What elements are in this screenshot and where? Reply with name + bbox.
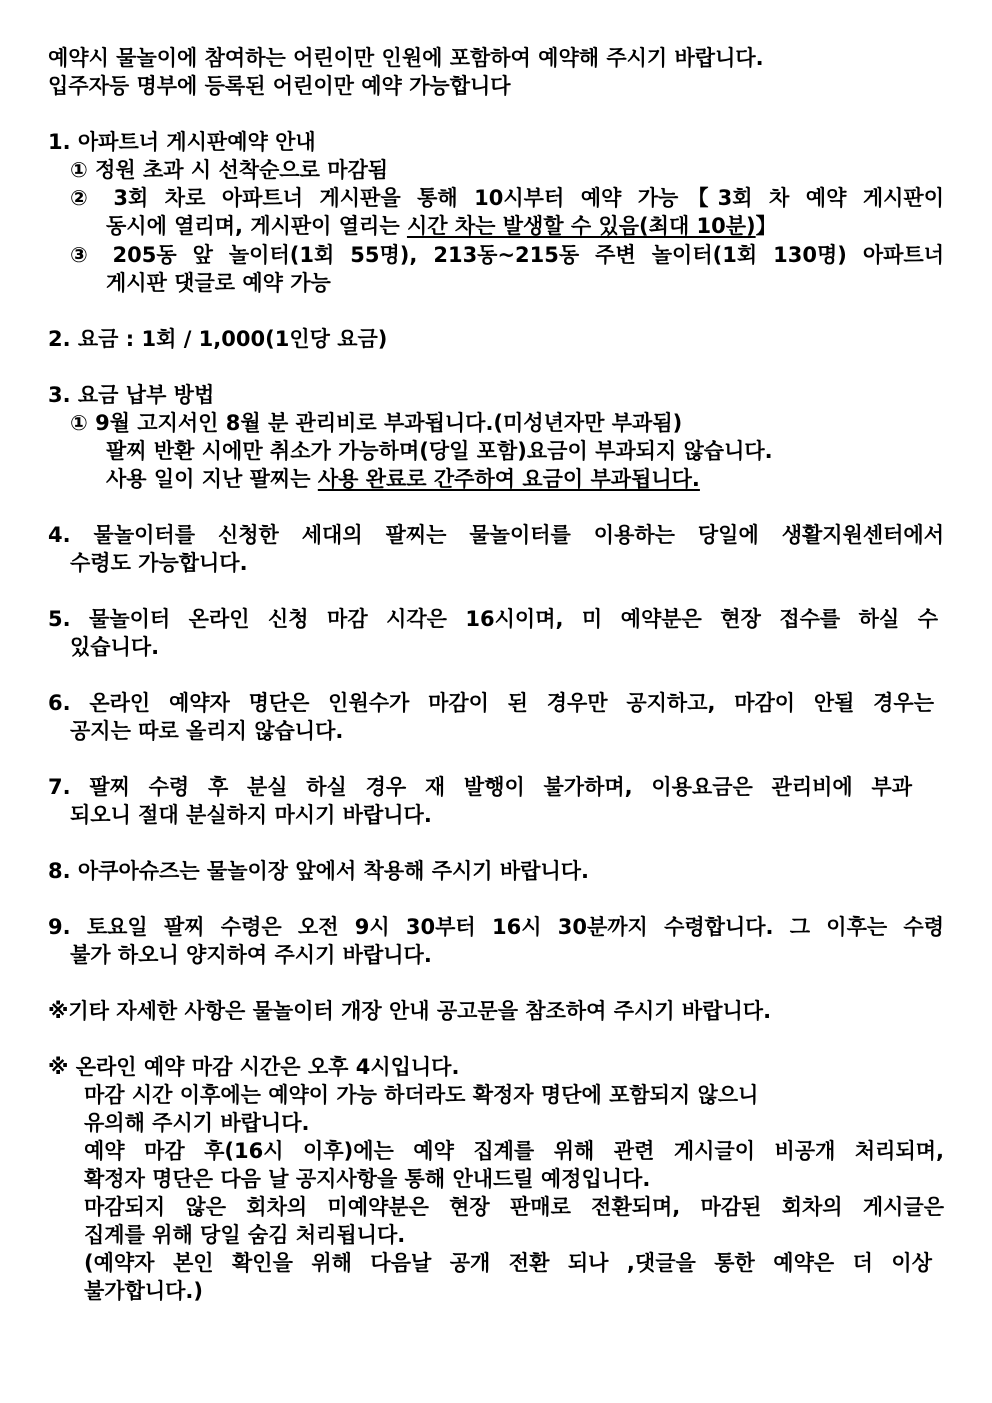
section-9-line-2: 불가 하오니 양지하여 주시기 바랍니다. <box>70 943 432 967</box>
section-3-line-3 <box>106 465 700 493</box>
section-7-line-1: 7. 팔찌 수령 후 분실 하실 경우 재 발행이 불가하며, 이용요금은 관리비에 부과 <box>48 775 912 799</box>
note-deadline-line-8: 불가합니다.) <box>84 1279 204 1303</box>
section-6-line-1: 6. 온라인 예약자 명단은 인원수가 마감이 된 경우만 공지하고, 마감이 안될 경우는 <box>48 691 934 715</box>
section-3-line-3-text: 사용 일이 지난 팔찌는 <box>106 467 318 491</box>
note-deadline-title: ※ 온라인 예약 마감 시간은 오후 4시입니다. <box>48 1055 460 1079</box>
note-deadline-line-6: 집계를 위해 당일 숨김 처리됩니다. <box>84 1223 406 1247</box>
section-2-title: 2. 요금 : 1회 / 1,000(1인당 요금) <box>48 327 388 351</box>
section-3-line-2: 팔찌 반환 시에만 취소가 가능하며(당일 포함)요금이 부과되지 않습니다. <box>106 439 773 463</box>
note-deadline-line-5: 마감되지 않은 회차의 미예약분은 현장 판매로 전환되며, 마감된 회차의 게시글은 <box>84 1195 944 1219</box>
section-1-item-2b-underline: 시간 차는 발생할 수 있음(최대 10분) <box>406 214 756 238</box>
note-deadline-line-3: 예약 마감 후(16시 이후)에는 예약 집계를 위해 관련 게시글이 비공개 처리되며, <box>84 1139 944 1163</box>
section-3-line-1: ① 9월 고지서인 8월 분 관리비로 부과됩니다.(미성년자만 부과됨) <box>70 411 683 435</box>
note-deadline-line-4: 확정자 명단은 다음 날 공지사항을 통해 안내드릴 예정입니다. <box>84 1167 651 1191</box>
note-reference: ※기타 자세한 사항은 물놀이터 개장 안내 공고문을 참조하여 주시기 바랍니다. <box>48 999 772 1023</box>
section-9-line-1: 9. 토요일 팔찌 수령은 오전 9시 30부터 16시 30분까지 수령합니다. 그 이후는 수령 <box>48 915 944 939</box>
section-4-line-1: 4. 물놀이터를 신청한 세대의 팔찌는 물놀이터를 이용하는 당일에 생활지원센터에서 <box>48 523 944 547</box>
section-1-item-3b: 게시판 댓글로 예약 가능 <box>106 271 331 295</box>
section-1-title: 1. 아파트너 게시판예약 안내 <box>48 130 316 154</box>
section-4-line-2: 수령도 가능합니다. <box>70 551 248 575</box>
note-deadline-line-1: 마감 시간 이후에는 예약이 가능 하더라도 확정자 명단에 포함되지 않으니 <box>84 1083 759 1107</box>
section-5-line-1: 5. 물놀이터 온라인 신청 마감 시각은 16시이며, 미 예약분은 현장 접수를 하실 수 <box>48 607 938 631</box>
intro-line-2: 입주자등 명부에 등록된 어린이만 예약 가능합니다 <box>48 74 511 98</box>
note-deadline-line-7: (예약자 본인 확인을 위해 다음날 공개 전환 되나 ,댓글을 통한 예약은 더 이상 <box>84 1251 932 1275</box>
section-7-line-2: 되오니 절대 분실하지 마시기 바랍니다. <box>70 803 432 827</box>
section-1-item-1: ① 정원 초과 시 선착순으로 마감됨 <box>70 158 389 182</box>
section-6-line-2: 공지는 따로 올리지 않습니다. <box>70 719 344 743</box>
section-1-item-2a: ② 3회 차로 아파트너 게시판을 통해 10시부터 예약 가능【3회 차 예약 게시판이 <box>70 186 944 210</box>
section-8: 8. 아쿠아슈즈는 물놀이장 앞에서 착용해 주시기 바랍니다. <box>48 859 590 883</box>
section-3-line-3-underline: 사용 완료로 간주하여 요금이 부과됩니다. <box>317 467 700 491</box>
section-1-item-2b-end: 】 <box>755 214 777 238</box>
intro-line-1: 예약시 물놀이에 참여하는 어린이만 인원에 포함하여 예약해 주시기 바랍니다. <box>48 46 764 70</box>
note-deadline-line-2: 유의해 주시기 바랍니다. <box>84 1111 310 1135</box>
section-5-line-2: 있습니다. <box>70 635 160 659</box>
section-1-item-2b-text: 동시에 열리며, 게시판이 열리는 <box>106 214 407 238</box>
section-1-item-2b <box>106 212 777 240</box>
section-1-item-3a: ③ 205동 앞 놀이터(1회 55명), 213동~215동 주변 놀이터(1회 130명) 아파트너 <box>70 243 944 267</box>
section-3-title: 3. 요금 납부 방법 <box>48 383 215 407</box>
